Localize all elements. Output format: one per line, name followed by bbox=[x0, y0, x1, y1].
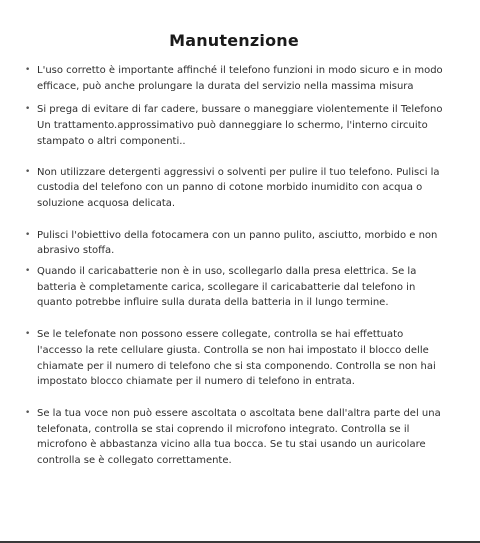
list-item bbox=[25, 63, 445, 94]
bullet-icon: • bbox=[25, 266, 31, 277]
list-item-text: Se le telefonate non possono essere collegate, controlla se hai effettuato l'accesso la rete cellulare giusta. Controlla se non hai impostato il blocco delle chiamate per il numero di telefono che si sta componendo. Controlla se non hai impostato blocco chiamate per il numero di telefono in entrata. bbox=[37, 329, 436, 388]
list-item bbox=[25, 228, 445, 259]
bullet-icon: • bbox=[25, 104, 31, 115]
list-item-text: L'uso corretto è importante affinché il telefono funzioni in modo sicuro e in modo efficace, può anche prolungare la durata del servizio nella massima misura bbox=[37, 65, 443, 92]
list-item bbox=[25, 165, 445, 212]
bullet-icon: • bbox=[25, 229, 31, 240]
list-item-text: Si prega di evitare di far cadere, bussare o maneggiare violentemente il Telefono Un trattamento.approssimativo può danneggiare lo schermo, l'interno circuito stampato o altri componenti.. bbox=[37, 104, 443, 147]
list-item bbox=[25, 327, 445, 390]
list-item bbox=[25, 102, 445, 149]
list-item bbox=[25, 406, 445, 469]
list-item-text: Pulisci l'obiettivo della fotocamera con un panno pulito, asciutto, morbido e non abrasivo stoffa. bbox=[37, 229, 438, 257]
list-item-text: Se la tua voce non può essere ascoltata o ascoltata bene dall'altra parte del una telefonata, controlla se stai coprendo il microfono integrato. Controlla se il microfono è abbastanza vicino alla tua bocca. Se tu stai usando un auricolare controlla se è collegato correttamente. bbox=[37, 407, 441, 467]
bullet-icon: • bbox=[25, 329, 31, 340]
bullet-icon: • bbox=[25, 65, 31, 75]
maintenance-list bbox=[25, 63, 445, 469]
list-item bbox=[25, 264, 445, 311]
page-title: Manutenzione bbox=[169, 31, 299, 50]
list-item-text: Quando il caricabatterie non è in uso, scollegarlo dalla presa elettrica. Se la batteria è completamente carica, scollegare il caricabatterie dal telefono in quanto potrebbe influire sulla durata della batteria in il lungo termine. bbox=[37, 266, 417, 309]
list-item-text: Non utilizzare detergenti aggressivi o solventi per pulire il tuo telefono. Pulisci la custodia del telefono con un panno di cotone morbido inumidito con acqua o soluzione acquosa delicata. bbox=[37, 166, 440, 209]
bullet-icon: • bbox=[25, 407, 31, 418]
bullet-icon: • bbox=[25, 166, 31, 177]
